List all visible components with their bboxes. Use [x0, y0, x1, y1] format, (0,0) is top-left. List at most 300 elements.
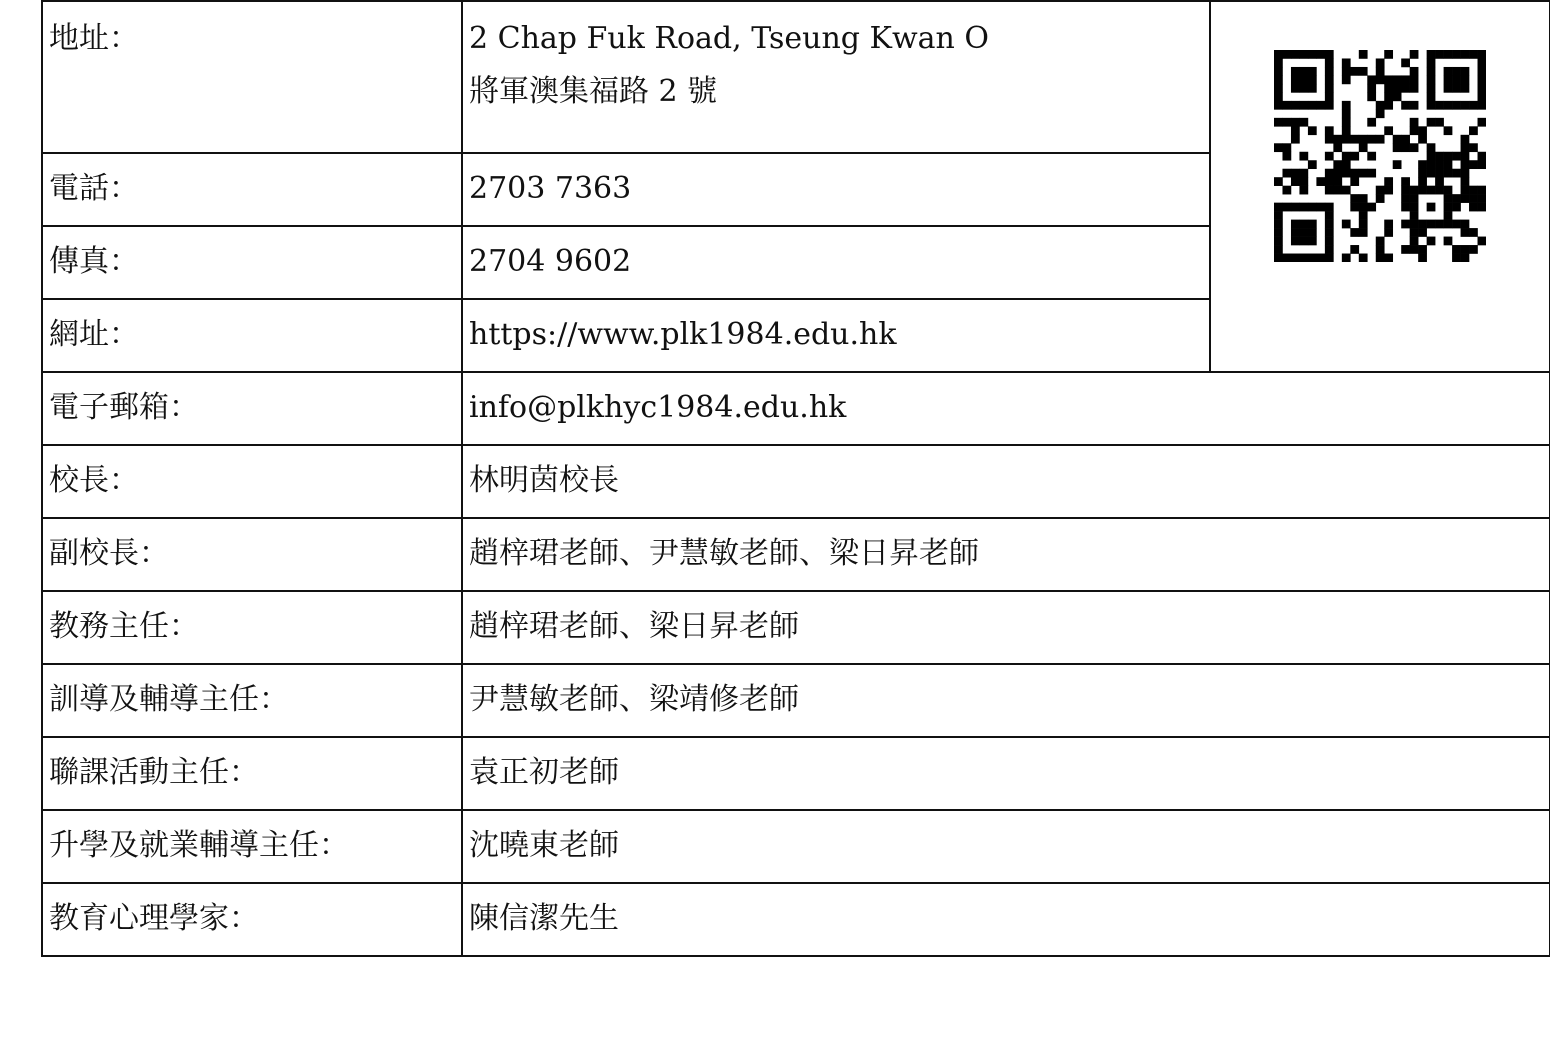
qr-module	[1325, 245, 1334, 254]
qr-module	[1376, 58, 1385, 67]
qr-module	[1316, 177, 1325, 186]
qr-module	[1359, 194, 1368, 203]
qr-module	[1444, 75, 1453, 84]
qr-module	[1410, 237, 1419, 246]
qr-module	[1452, 194, 1461, 203]
table-row-principal	[42, 445, 1550, 518]
qr-module	[1435, 186, 1444, 195]
qr-module	[1469, 245, 1478, 254]
qr-module	[1393, 160, 1402, 169]
qr-module	[1274, 67, 1283, 76]
qr-module	[1299, 101, 1308, 110]
qr-module	[1291, 177, 1300, 186]
qr-module	[1325, 177, 1334, 186]
qr-module	[1299, 254, 1308, 262]
qr-module	[1342, 101, 1351, 110]
qr-module	[1325, 50, 1334, 59]
qr-module	[1376, 101, 1385, 110]
qr-module	[1469, 186, 1478, 195]
qr-module	[1384, 75, 1393, 84]
qr-module	[1359, 211, 1368, 220]
qr-module	[1333, 143, 1342, 152]
qr-module	[1461, 194, 1470, 203]
email-value: info@plkhyc1984.edu.hk	[462, 372, 1550, 445]
qr-module	[1444, 152, 1453, 161]
qr-module	[1299, 75, 1308, 84]
qr-module	[1274, 254, 1283, 262]
qr-module	[1308, 84, 1317, 93]
qr-module	[1427, 152, 1436, 161]
qr-module	[1427, 203, 1436, 212]
qr-module	[1478, 160, 1486, 169]
address-line-english: 2 Chap Fuk Road, Tseung Kwan O	[469, 21, 989, 56]
qr-module	[1418, 245, 1427, 254]
qr-module	[1299, 50, 1308, 59]
qr-module	[1367, 203, 1376, 212]
qr-module	[1410, 118, 1419, 127]
table-row-discipline-counselling-head	[42, 664, 1550, 737]
qr-module	[1376, 67, 1385, 76]
qr-module	[1444, 126, 1453, 135]
qr-module	[1342, 186, 1351, 195]
qr-module	[1427, 143, 1436, 152]
qr-module	[1359, 203, 1368, 212]
school-contact-table	[41, 0, 1550, 957]
qr-module	[1410, 203, 1419, 212]
qr-module	[1376, 254, 1385, 262]
qr-module	[1299, 169, 1308, 178]
qr-module	[1384, 126, 1393, 135]
qr-module	[1376, 135, 1385, 144]
qr-module	[1308, 50, 1317, 59]
qr-module	[1444, 101, 1453, 110]
qr-module	[1418, 160, 1427, 169]
qr-module	[1401, 220, 1410, 229]
qr-module	[1308, 237, 1317, 246]
qr-module	[1410, 194, 1419, 203]
qr-module	[1342, 220, 1351, 229]
principal-value: 林明茵校長	[462, 445, 1550, 518]
qr-module	[1274, 203, 1283, 212]
qr-module	[1308, 160, 1317, 169]
qr-module	[1401, 84, 1410, 93]
qr-module	[1359, 135, 1368, 144]
qr-module	[1384, 101, 1393, 110]
qr-module	[1308, 203, 1317, 212]
qr-module	[1452, 84, 1461, 93]
qr-module	[1350, 245, 1359, 254]
qr-module	[1316, 203, 1325, 212]
qr-module	[1367, 135, 1376, 144]
qr-module	[1384, 220, 1393, 229]
qr-module	[1384, 92, 1393, 101]
qr-module	[1325, 67, 1334, 76]
qr-module	[1401, 245, 1410, 254]
qr-module	[1418, 126, 1427, 135]
qr-module	[1444, 211, 1453, 220]
qr-module	[1376, 109, 1385, 118]
qr-module	[1342, 152, 1351, 161]
qr-module	[1410, 245, 1419, 254]
qr-module	[1367, 152, 1376, 161]
qr-module	[1282, 203, 1291, 212]
qr-module	[1274, 84, 1283, 93]
qr-module	[1469, 126, 1478, 135]
qr-module	[1401, 194, 1410, 203]
qr-module	[1461, 84, 1470, 93]
qr-module	[1410, 50, 1419, 59]
qr-module	[1325, 101, 1334, 110]
qr-module	[1291, 84, 1300, 93]
qr-module	[1444, 237, 1453, 246]
qr-module	[1461, 50, 1470, 59]
address-line-chinese: 將軍澳集福路 2 號	[469, 73, 718, 109]
qr-module	[1376, 75, 1385, 84]
qr-module	[1427, 160, 1436, 169]
qr-module	[1461, 152, 1470, 161]
qr-module	[1274, 245, 1283, 254]
qr-module	[1461, 67, 1470, 76]
eca-head-label: 聯課活動主任：	[42, 737, 462, 810]
qr-module	[1333, 186, 1342, 195]
qr-module	[1427, 169, 1436, 178]
qr-module	[1384, 177, 1393, 186]
qr-module	[1299, 220, 1308, 229]
qr-module	[1444, 84, 1453, 93]
qr-module	[1418, 254, 1427, 262]
academic-head-value: 趙梓珺老師、梁日昇老師	[462, 591, 1550, 664]
table-row-vice-principal	[42, 518, 1550, 591]
qr-module	[1444, 220, 1453, 229]
qr-module	[1274, 143, 1283, 152]
qr-module	[1359, 254, 1368, 262]
qr-module	[1359, 50, 1368, 59]
qr-module	[1291, 101, 1300, 110]
qr-module	[1478, 75, 1486, 84]
qr-module	[1282, 152, 1291, 161]
qr-module	[1444, 169, 1453, 178]
qr-module	[1427, 220, 1436, 229]
phone-label: 電話：	[42, 153, 462, 226]
qr-module	[1308, 220, 1317, 229]
qr-module	[1410, 220, 1419, 229]
qr-module	[1427, 92, 1436, 101]
qr-module	[1274, 177, 1283, 186]
qr-module	[1359, 169, 1368, 178]
address-value	[462, 1, 1210, 153]
qr-module	[1393, 92, 1402, 101]
qr-module	[1291, 135, 1300, 144]
qr-module	[1342, 58, 1351, 67]
qr-module	[1478, 101, 1486, 110]
qr-module	[1308, 67, 1317, 76]
qr-module	[1435, 152, 1444, 161]
email-label: 電子郵箱：	[42, 372, 462, 445]
qr-module	[1410, 211, 1419, 220]
qr-module	[1376, 186, 1385, 195]
qr-module	[1342, 254, 1351, 262]
qr-module	[1384, 84, 1393, 93]
qr-module	[1291, 67, 1300, 76]
qr-module	[1291, 126, 1300, 135]
fax-value: 2704 9602	[462, 226, 1210, 299]
qr-module	[1461, 177, 1470, 186]
qr-module	[1410, 84, 1419, 93]
qr-module	[1282, 50, 1291, 59]
qr-module	[1325, 211, 1334, 220]
qr-module	[1291, 118, 1300, 127]
fax-label: 傳真：	[42, 226, 462, 299]
qr-module	[1350, 152, 1359, 161]
qr-module	[1316, 50, 1325, 59]
qr-module	[1427, 101, 1436, 110]
qr-module	[1410, 101, 1419, 110]
qr-module	[1350, 228, 1359, 237]
qr-module	[1274, 58, 1283, 67]
qr-module	[1401, 143, 1410, 152]
qr-module	[1427, 84, 1436, 93]
qr-module	[1359, 228, 1368, 237]
qr-module	[1410, 67, 1419, 76]
qr-module	[1427, 237, 1436, 246]
qr-module	[1299, 84, 1308, 93]
qr-module	[1342, 169, 1351, 178]
qr-module	[1478, 50, 1486, 59]
qr-module	[1478, 92, 1486, 101]
qr-module	[1274, 211, 1283, 220]
qr-module	[1291, 220, 1300, 229]
discipline-counselling-head-label: 訓導及輔導主任：	[42, 664, 462, 737]
table-row-email	[42, 372, 1550, 445]
qr-module	[1435, 101, 1444, 110]
qr-module	[1469, 101, 1478, 110]
qr-module	[1325, 92, 1334, 101]
qr-module	[1342, 109, 1351, 118]
qr-module	[1299, 152, 1308, 161]
qr-module	[1342, 118, 1351, 127]
qr-module	[1393, 143, 1402, 152]
qr-module	[1461, 101, 1470, 110]
qr-module	[1461, 186, 1470, 195]
qr-module	[1350, 67, 1359, 76]
qr-module	[1342, 135, 1351, 144]
qr-module	[1325, 254, 1334, 262]
qr-module	[1350, 194, 1359, 203]
qr-module	[1333, 169, 1342, 178]
qr-module	[1299, 177, 1308, 186]
qr-module	[1401, 177, 1410, 186]
qr-module	[1282, 101, 1291, 110]
qr-module	[1325, 203, 1334, 212]
qr-module	[1299, 67, 1308, 76]
qr-module	[1401, 135, 1410, 144]
qr-module	[1418, 169, 1427, 178]
qr-module	[1461, 228, 1470, 237]
qr-module	[1325, 135, 1334, 144]
qr-module	[1325, 152, 1334, 161]
qr-module	[1316, 101, 1325, 110]
qr-module	[1350, 177, 1359, 186]
qr-module	[1427, 50, 1436, 59]
qr-module	[1274, 50, 1283, 59]
qr-module	[1308, 75, 1317, 84]
qr-module	[1435, 50, 1444, 59]
qr-module	[1367, 169, 1376, 178]
table-row-address	[42, 1, 1550, 153]
qr-module	[1325, 237, 1334, 246]
qr-module	[1308, 101, 1317, 110]
qr-module	[1350, 135, 1359, 144]
qr-module	[1325, 220, 1334, 229]
qr-module	[1461, 135, 1470, 144]
qr-module	[1435, 160, 1444, 169]
qr-module	[1376, 237, 1385, 246]
table-row-psychologist	[42, 883, 1550, 956]
qr-module	[1478, 118, 1486, 127]
qr-module	[1410, 186, 1419, 195]
qr-module	[1401, 58, 1410, 67]
qr-module	[1376, 194, 1385, 203]
qr-module	[1410, 75, 1419, 84]
qr-module	[1282, 118, 1291, 127]
qr-module	[1435, 177, 1444, 186]
qr-module	[1350, 203, 1359, 212]
qr-module	[1478, 152, 1486, 161]
qr-module	[1444, 50, 1453, 59]
qr-module	[1291, 75, 1300, 84]
table-row-academic-head	[42, 591, 1550, 664]
qr-module	[1308, 254, 1317, 262]
qr-module	[1274, 101, 1283, 110]
qr-module	[1478, 84, 1486, 93]
qr-module	[1452, 75, 1461, 84]
qr-module	[1478, 186, 1486, 195]
qr-module	[1367, 118, 1376, 127]
qr-module	[1299, 228, 1308, 237]
qr-module	[1308, 228, 1317, 237]
psychologist-label: 教育心理學家：	[42, 883, 462, 956]
eca-head-value: 袁正初老師	[462, 737, 1550, 810]
qr-module	[1274, 220, 1283, 229]
qr-module	[1333, 177, 1342, 186]
qr-module	[1452, 101, 1461, 110]
qr-module	[1452, 254, 1461, 262]
qr-module	[1435, 118, 1444, 127]
qr-module	[1299, 237, 1308, 246]
qr-module	[1435, 220, 1444, 229]
qr-module	[1282, 186, 1291, 195]
table-row-eca-head	[42, 737, 1550, 810]
qr-module	[1401, 186, 1410, 195]
qr-module	[1427, 186, 1436, 195]
qr-module	[1401, 75, 1410, 84]
qr-module	[1291, 169, 1300, 178]
qr-module	[1469, 160, 1478, 169]
qr-module	[1350, 169, 1359, 178]
qr-module	[1291, 254, 1300, 262]
qr-module	[1444, 186, 1453, 195]
qr-module	[1418, 186, 1427, 195]
academic-head-label: 教務主任：	[42, 591, 462, 664]
qr-module	[1469, 203, 1478, 212]
qr-module	[1427, 67, 1436, 76]
website-value: https://www.plk1984.edu.hk	[462, 299, 1210, 372]
qr-module	[1274, 237, 1283, 246]
qr-module	[1418, 228, 1427, 237]
qr-module	[1274, 118, 1283, 127]
qr-module	[1469, 50, 1478, 59]
principal-label: 校長：	[42, 445, 462, 518]
qr-module	[1469, 228, 1478, 237]
qr-module	[1461, 220, 1470, 229]
qr-module	[1478, 203, 1486, 212]
qr-module	[1333, 135, 1342, 144]
qr-module	[1325, 228, 1334, 237]
qr-module	[1452, 203, 1461, 212]
qr-module	[1427, 58, 1436, 67]
qr-module	[1435, 169, 1444, 178]
qr-module	[1461, 160, 1470, 169]
qr-module	[1452, 245, 1461, 254]
table-row-careers-head	[42, 810, 1550, 883]
qr-module	[1393, 75, 1402, 84]
qr-module	[1342, 160, 1351, 169]
qr-module	[1299, 186, 1308, 195]
careers-head-value: 沈曉東老師	[462, 810, 1550, 883]
qr-module	[1452, 220, 1461, 229]
qr-module	[1384, 50, 1393, 59]
qr-module	[1291, 237, 1300, 246]
qr-module	[1325, 169, 1334, 178]
qr-module	[1384, 228, 1393, 237]
qr-module	[1452, 50, 1461, 59]
qr-code-cell	[1210, 1, 1550, 372]
qr-module	[1401, 203, 1410, 212]
qr-module	[1444, 194, 1453, 203]
qr-module	[1478, 237, 1486, 246]
qr-module	[1282, 143, 1291, 152]
qr-module	[1461, 75, 1470, 84]
qr-module	[1401, 101, 1410, 110]
qr-module	[1299, 203, 1308, 212]
qr-module	[1325, 58, 1334, 67]
qr-module	[1384, 186, 1393, 195]
qr-module	[1274, 92, 1283, 101]
qr-module	[1274, 75, 1283, 84]
qr-module	[1325, 75, 1334, 84]
qr-module	[1384, 254, 1393, 262]
address-label: 地址：	[42, 1, 462, 153]
qr-module	[1342, 75, 1351, 84]
qr-module	[1367, 75, 1376, 84]
qr-module	[1410, 143, 1419, 152]
qr-module	[1376, 245, 1385, 254]
qr-module	[1410, 126, 1419, 135]
psychologist-value: 陳信潔先生	[462, 883, 1550, 956]
qr-module	[1461, 143, 1470, 152]
qr-module	[1478, 194, 1486, 203]
qr-module	[1359, 143, 1368, 152]
qr-module	[1359, 67, 1368, 76]
careers-head-label: 升學及就業輔導主任：	[42, 810, 462, 883]
qr-module	[1282, 254, 1291, 262]
discipline-counselling-head-value: 尹慧敏老師、梁靖修老師	[462, 664, 1550, 737]
qr-module	[1418, 220, 1427, 229]
qr-module	[1478, 58, 1486, 67]
qr-module	[1333, 160, 1342, 169]
qr-module	[1452, 67, 1461, 76]
vice-principal-value: 趙梓珺老師、尹慧敏老師、梁日昇老師	[462, 518, 1550, 591]
